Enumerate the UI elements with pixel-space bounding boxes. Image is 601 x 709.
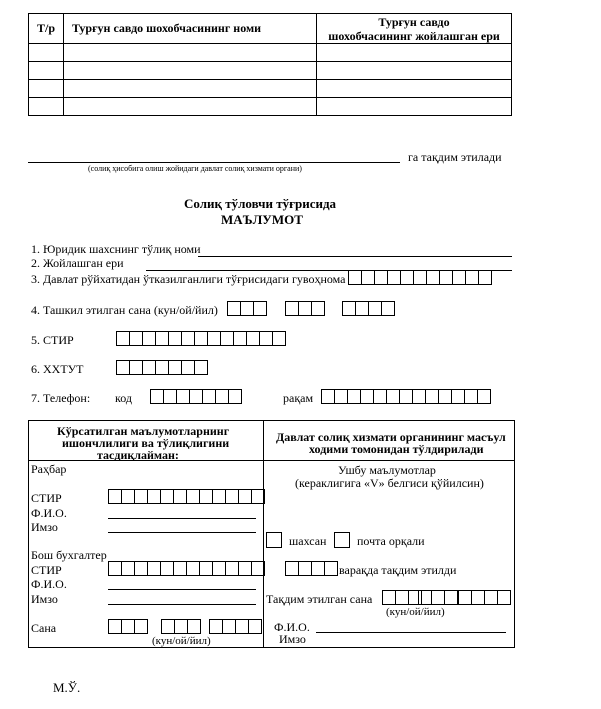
date-month-cells[interactable]: [161, 619, 201, 634]
right-header-line2: ходими томонидан тўлдирилади: [309, 442, 484, 456]
col-number-header: Т/р: [29, 14, 64, 44]
column-divider: [263, 420, 264, 647]
field-legal-name-input[interactable]: [198, 256, 512, 257]
field-stir-label: 5. СТИР: [31, 333, 74, 347]
outlets-table: [28, 13, 512, 116]
date-note: (кун/ой/йил): [152, 635, 211, 647]
officer-fio-input[interactable]: [316, 632, 506, 633]
date-day-cells[interactable]: [108, 619, 148, 634]
certificate-cells[interactable]: [348, 270, 492, 285]
personal-label: шахсан: [289, 534, 327, 548]
mail-label: почта орқали: [357, 534, 425, 548]
officer-sign-label: Имзо: [279, 632, 306, 646]
table-row: [29, 80, 512, 98]
submit-note: (солиқ ҳисобига олиш жойидаги давлат солиқ хизмати органи): [88, 164, 302, 173]
director-stir-label: СТИР: [31, 491, 62, 505]
stir-cells[interactable]: [116, 331, 286, 346]
director-label: Раҳбар: [31, 462, 67, 476]
table-row: [29, 62, 512, 80]
founded-day-cells[interactable]: [227, 301, 267, 316]
field-okpo-label: 6. ХХТУТ: [31, 362, 84, 376]
accountant-fio-label: Ф.И.О.: [31, 577, 67, 591]
accountant-sign-label: Имзо: [31, 592, 58, 606]
field-address-label: 2. Жойлашган ери: [31, 256, 124, 270]
director-fio-input[interactable]: [108, 518, 256, 519]
director-sign-label: Имзо: [31, 520, 58, 534]
accountant-sign-input[interactable]: [108, 604, 256, 605]
submitted-year-cells[interactable]: [458, 590, 511, 605]
director-sign-input[interactable]: [108, 532, 256, 533]
right-header-line1: Давлат солиқ хизмати органининг масъул: [276, 430, 506, 444]
officer-fio-label: Ф.И.О.: [274, 620, 310, 634]
date-label: Сана: [31, 621, 57, 635]
stamp-label: М.Ў.: [53, 680, 81, 695]
accountant-label: Бош бухгалтер: [31, 548, 107, 562]
title-line1: Солиқ тўловчи тўғрисида: [184, 196, 337, 211]
submitted-day-cells[interactable]: [382, 590, 422, 605]
submitted-date-note: (кун/ой/йил): [386, 606, 445, 618]
field-legal-name-label: 1. Юридик шахснинг тўлиқ номи: [31, 242, 201, 256]
accountant-stir-label: СТИР: [31, 563, 62, 577]
sheets-label: варақда тақдим этилди: [339, 563, 457, 577]
accountant-stir-cells[interactable]: [108, 561, 265, 576]
personal-checkbox[interactable]: [266, 532, 282, 548]
table-row: [29, 44, 512, 62]
mail-checkbox[interactable]: [334, 532, 350, 548]
col-location-header: Турғун савдо шохобчасининг жойлашган ери: [317, 14, 512, 44]
phone-number-label: рақам: [283, 391, 314, 405]
field-certificate-label: 3. Давлат рўйхатидан ўтказилганлиги тўғрисидаги гувоҳнома: [31, 272, 346, 286]
submit-suffix: га тақдим этилади: [408, 150, 502, 164]
founded-month-cells[interactable]: [285, 301, 325, 316]
title-line2: МАЪЛУМОТ: [221, 212, 303, 227]
date-year-cells[interactable]: [209, 619, 262, 634]
right-sub-line1: Ушбу маълумотлар: [338, 463, 436, 477]
tax-authority-line[interactable]: [28, 162, 400, 163]
founded-year-cells[interactable]: [342, 301, 395, 316]
director-stir-cells[interactable]: [108, 489, 265, 504]
accountant-fio-input[interactable]: [108, 589, 256, 590]
phone-code-cells[interactable]: [150, 389, 242, 404]
phone-number-cells[interactable]: [321, 389, 491, 404]
field-founded-label: 4. Ташкил этилган сана (кун/ой/йил): [31, 303, 218, 317]
right-sub-line2: (кераклигига «V» белгиси қўйилсин): [295, 476, 484, 490]
left-header-line2: ишончлилиги ва тўлиқлигини: [62, 436, 230, 450]
submitted-date-label: Тақдим этилган сана: [266, 592, 373, 606]
okpo-cells[interactable]: [116, 360, 208, 375]
col-name-header: Турғун савдо шохобчасининг номи: [64, 14, 317, 44]
left-header-line3: тасдиқлайман:: [97, 448, 179, 462]
submitted-month-cells[interactable]: [418, 590, 458, 605]
table-row: [29, 98, 512, 116]
sheets-cells[interactable]: [285, 561, 338, 576]
left-header-line1: Кўрсатилган маълумотларнинг: [57, 424, 230, 438]
field-phone-label: 7. Телефон:: [31, 391, 91, 405]
director-fio-label: Ф.И.О.: [31, 506, 67, 520]
phone-code-label: код: [115, 391, 132, 405]
